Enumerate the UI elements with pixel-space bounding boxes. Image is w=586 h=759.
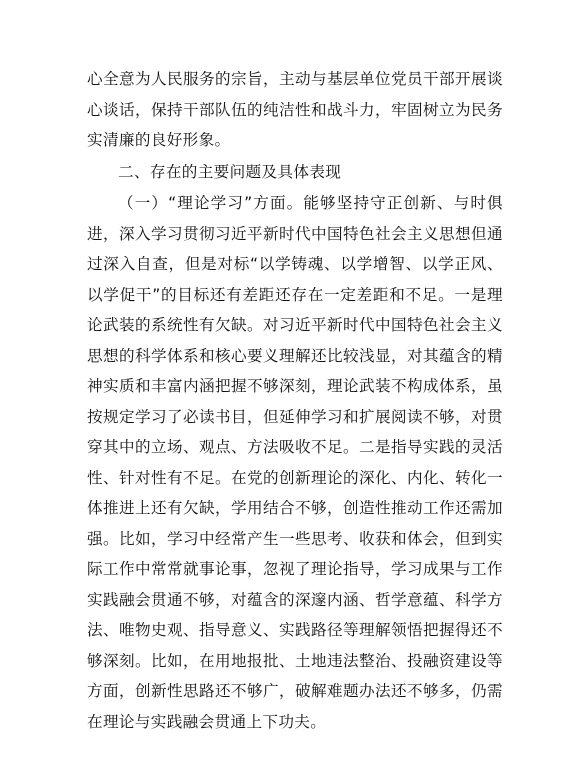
paragraph-theory-study: （一）“理论学习”方面。能够坚持守正创新、与时俱进，深入学习贯彻习近平新时代中国特色社会主义思想但通过深入自查，但是对标“以学铸魂、以学增智、以学正风、以学促干”的目标还有差距还存在一定差距和不足。一是理论武装的系统性有欠缺。对习近平新时代中国特色社会主义思想的科学体系和核心要义理解还比较浅显，对其蕴含的精神实质和丰富内涵把握不够深刻，理论武装不构成体系，虽按规定学习了必读书目，但延伸学习和扩展阅读不够，对贯穿其中的立场、观点、方法吸收不足。二是指导实践的灵活性、针对性有不足。在党的创新理论的深化、内化、转化一体推进上还有欠缺，学用结合不够，创造性推动工作还需加强。比如，学习中经常产生一些思考、收获和体会，但到实际工作中常常就事论事，忽视了理论指导，学习成果与工作实践融会贯通不够，对蕴含的深邃内涵、哲学意蕴、科学方法、唯物史观、指导意义、实践路径等理解领悟把握得还不够深刻。比如，在用地报批、土地违法整治、投融资建设等方面，创新性思路还不够广，破解难题办法还不够多，仍需在理论与实践融会贯通上下功夫。	[87, 194, 503, 731]
section-heading: 二、存在的主要问题及具体表现	[118, 162, 342, 181]
paragraph-intro: 心全意为人民服务的宗旨，主动与基层单位党员干部开展谈心谈话，保持干部队伍的纯洁性和战斗力，牢固树立为民务实清廉的良好形象。	[87, 70, 503, 149]
document-page	[87, 64, 503, 737]
